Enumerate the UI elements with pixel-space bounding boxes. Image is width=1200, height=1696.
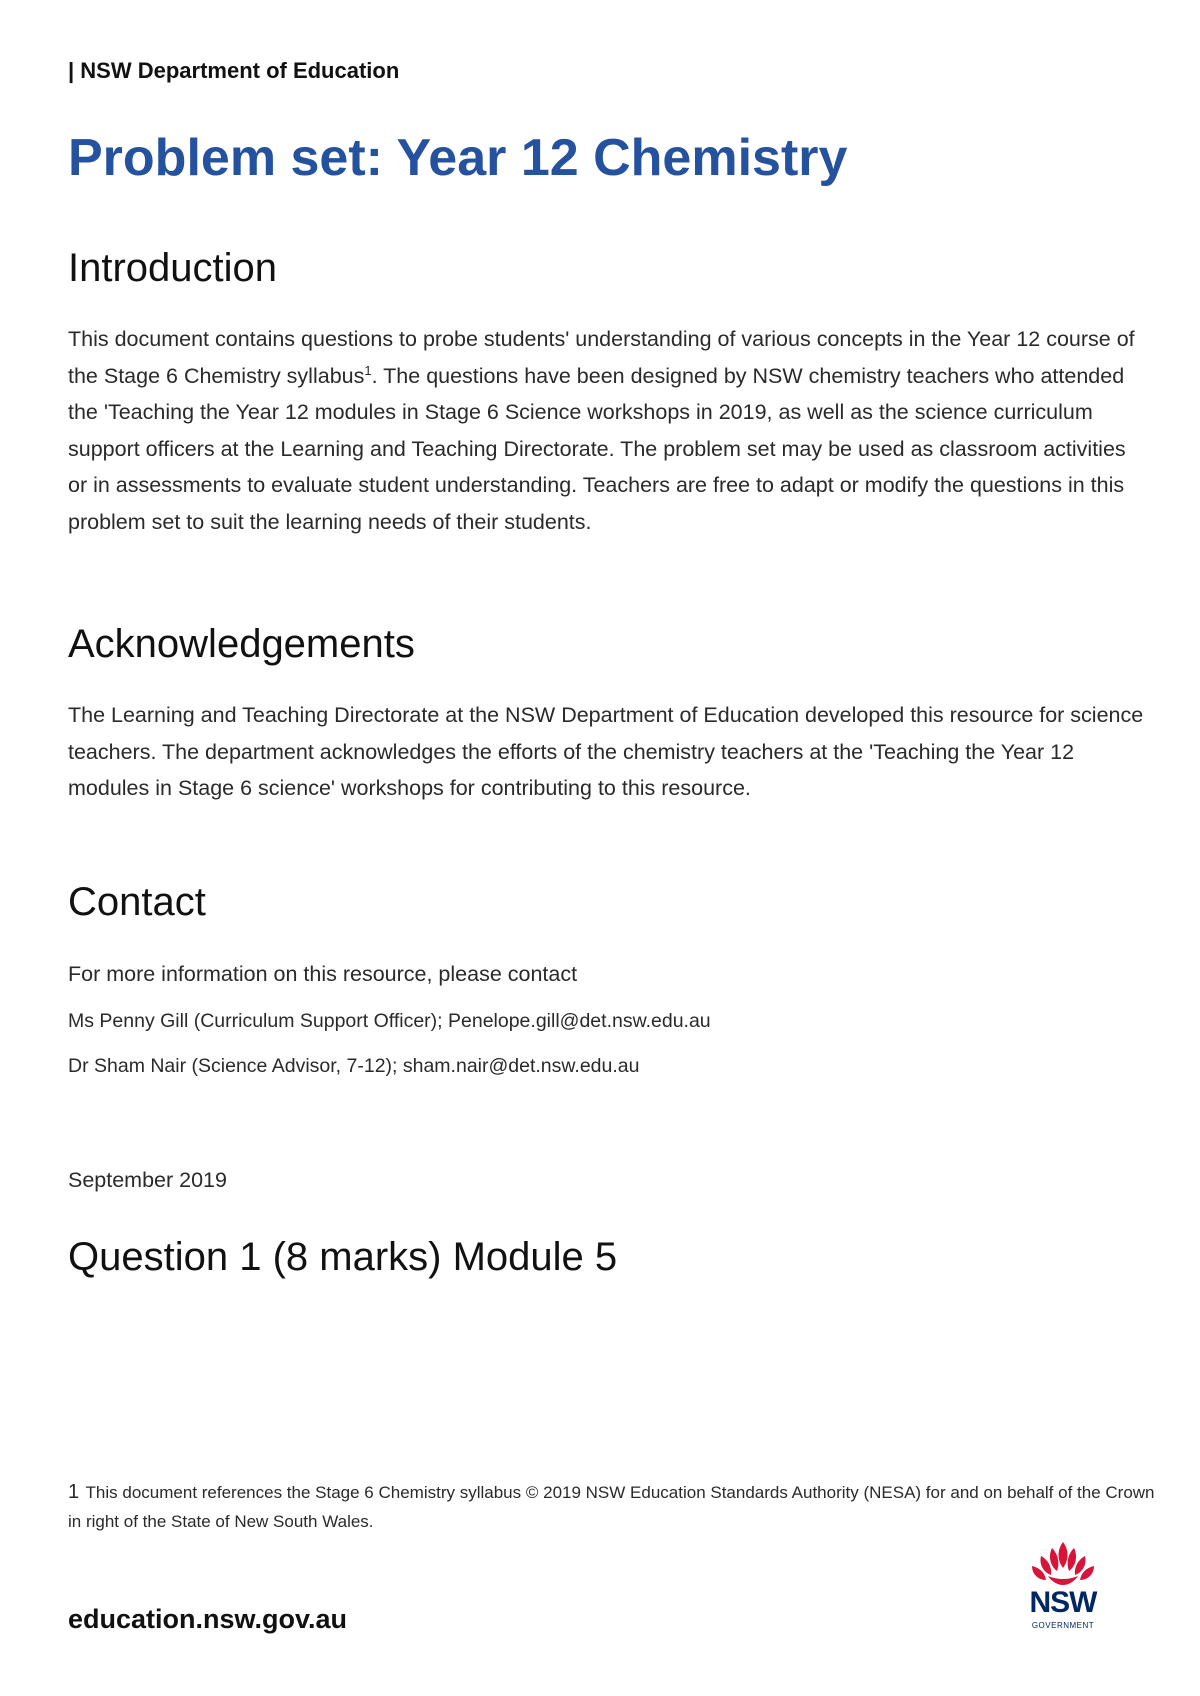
footnote-text: This document references the Stage 6 Chemistry syllabus © 2019 NSW Education Standards Authority (NESA) for and on behalf of the Crown in right of the State of New South Wales.: [68, 1483, 1155, 1531]
website-url[interactable]: education.nsw.gov.au: [68, 1604, 348, 1634]
footnote: [68, 1478, 1158, 1536]
nsw-government-logo: [1018, 1536, 1108, 1636]
heading-acknowledgements: Acknowledgements: [68, 622, 415, 666]
acknowledgements-paragraph: The Learning and Teaching Directorate at the NSW Department of Education developed this resource for science teachers. The department acknowledges the efforts of the chemistry teachers at the 'Teaching the Year 12 modules in Stage 6 science' workshops for contributing to this resource.: [68, 703, 1144, 800]
contact-person-1: Ms Penny Gill (Curriculum Support Officer); Penelope.gill@det.nsw.edu.au: [68, 1010, 711, 1032]
publication-date: September 2019: [68, 1168, 227, 1192]
document-title: Problem set: Year 12 Chemistry: [68, 129, 848, 187]
question-heading: Question 1 (8 marks) Module 5: [68, 1235, 618, 1279]
logo-wordmark: NSW: [1029, 1586, 1097, 1619]
footnote-reference[interactable]: 1: [364, 362, 372, 378]
heading-introduction: Introduction: [68, 246, 278, 290]
running-header: | NSW Department of Education: [68, 58, 400, 83]
intro-text-part1: This document contains questions to probe students' understanding of various concepts in the Year 12 course of the Stage 6 Chemistry syllabus: [68, 327, 1135, 388]
heading-contact: Contact: [68, 880, 206, 924]
footnote-number: 1: [68, 1481, 80, 1503]
contact-lead: For more information on this resource, please contact: [68, 962, 578, 986]
contact-person-2: Dr Sham Nair (Science Advisor, 7-12); sham.nair@det.nsw.edu.au: [68, 1055, 640, 1077]
logo-subtext: GOVERNMENT: [1031, 1621, 1095, 1630]
intro-text-part2: . The questions have been designed by NSW chemistry teachers who attended the 'Teaching the Year 12 modules in Stage 6 Science workshops in 2019, as well as the science curriculum support officers at the Learning and Teaching Directorate. The problem set may be used as classroom activities or in assessments to evaluate student understanding. Teachers are free to adapt or modify the questions in this problem set to suit the learning needs of their students.: [68, 363, 1126, 534]
introduction-paragraph: [68, 321, 1148, 540]
